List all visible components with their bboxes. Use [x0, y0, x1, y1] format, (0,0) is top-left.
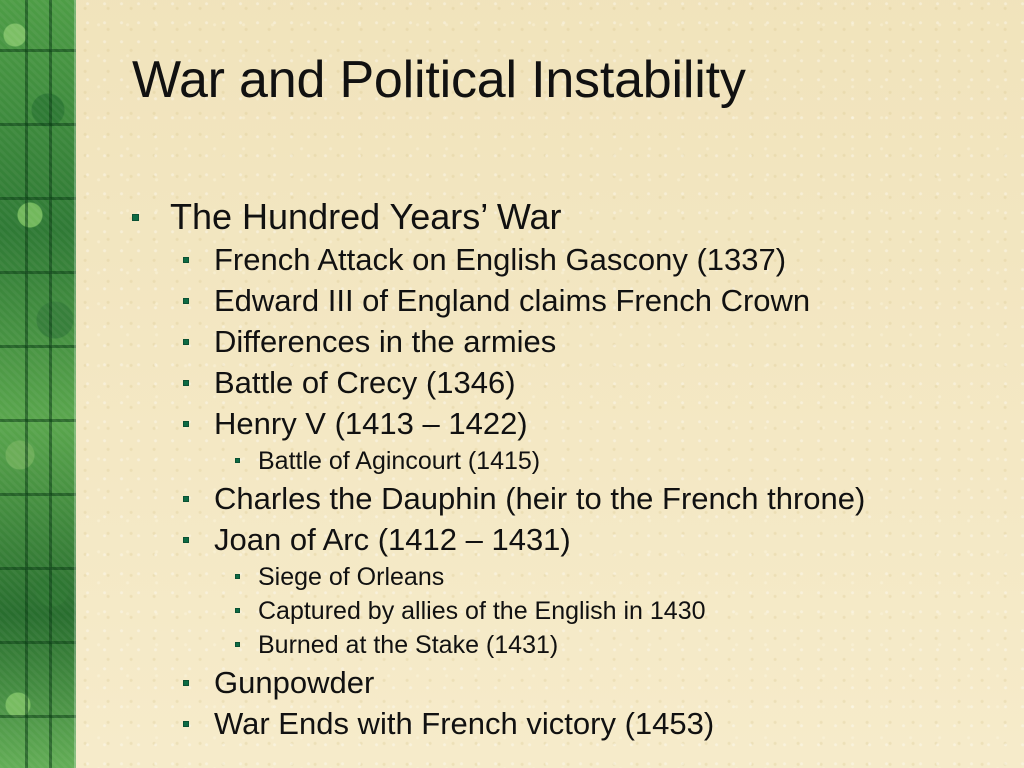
square-bullet-icon — [183, 537, 189, 543]
bullet-item-war-ends — [128, 703, 988, 744]
bullet-text: Battle of Crecy (1346) — [214, 365, 516, 400]
slide-title: War and Political Instability — [132, 51, 746, 109]
bullet-item-captured — [128, 594, 988, 628]
bullet-text: Charles the Dauphin (heir to the French throne) — [214, 481, 866, 516]
bullet-item-charles-dauphin — [128, 478, 988, 519]
bullet-text: Battle of Agincourt (1415) — [258, 447, 541, 475]
square-bullet-icon — [183, 421, 189, 427]
square-bullet-icon — [183, 680, 189, 686]
bullet-item-army-differences — [128, 321, 988, 362]
square-bullet-icon — [235, 574, 240, 579]
bullet-item-french-attack — [128, 239, 988, 280]
square-bullet-icon — [183, 380, 189, 386]
square-bullet-icon — [235, 642, 240, 647]
square-bullet-icon — [235, 608, 240, 613]
bullet-text: Siege of Orleans — [258, 563, 445, 591]
bullet-text: French Attack on English Gascony (1337) — [214, 242, 787, 277]
bullet-item-joan-of-arc — [128, 519, 988, 560]
bullet-text: Edward III of England claims French Crown — [214, 283, 811, 318]
square-bullet-icon — [132, 214, 139, 221]
bullet-text: War Ends with French victory (1453) — [214, 706, 715, 741]
bullet-text: Henry V (1413 – 1422) — [214, 406, 528, 441]
bullet-text: Differences in the armies — [214, 324, 557, 359]
square-bullet-icon — [183, 496, 189, 502]
bullet-text: The Hundred Years’ War — [170, 196, 562, 237]
bullet-item-battle-crecy — [128, 362, 988, 403]
bullet-text: Captured by allies of the English in 1430 — [258, 597, 706, 625]
square-bullet-icon — [183, 298, 189, 304]
bullet-item-siege-orleans — [128, 560, 988, 594]
green-decorative-side-strip — [0, 0, 76, 768]
bullet-item-henry-v — [128, 403, 988, 444]
bullet-item-burned-stake — [128, 628, 988, 662]
bullet-item-hundred-years-war — [128, 195, 988, 239]
square-bullet-icon — [183, 721, 189, 727]
bullet-text: Gunpowder — [214, 665, 375, 700]
bullet-text: Joan of Arc (1412 – 1431) — [214, 522, 571, 557]
square-bullet-icon — [235, 458, 240, 463]
bullet-text: Burned at the Stake (1431) — [258, 631, 559, 659]
bullet-item-gunpowder — [128, 662, 988, 703]
square-bullet-icon — [183, 257, 189, 263]
bullet-list — [128, 195, 988, 744]
square-bullet-icon — [183, 339, 189, 345]
bullet-item-edward-iii — [128, 280, 988, 321]
bullet-item-agincourt — [128, 444, 988, 478]
